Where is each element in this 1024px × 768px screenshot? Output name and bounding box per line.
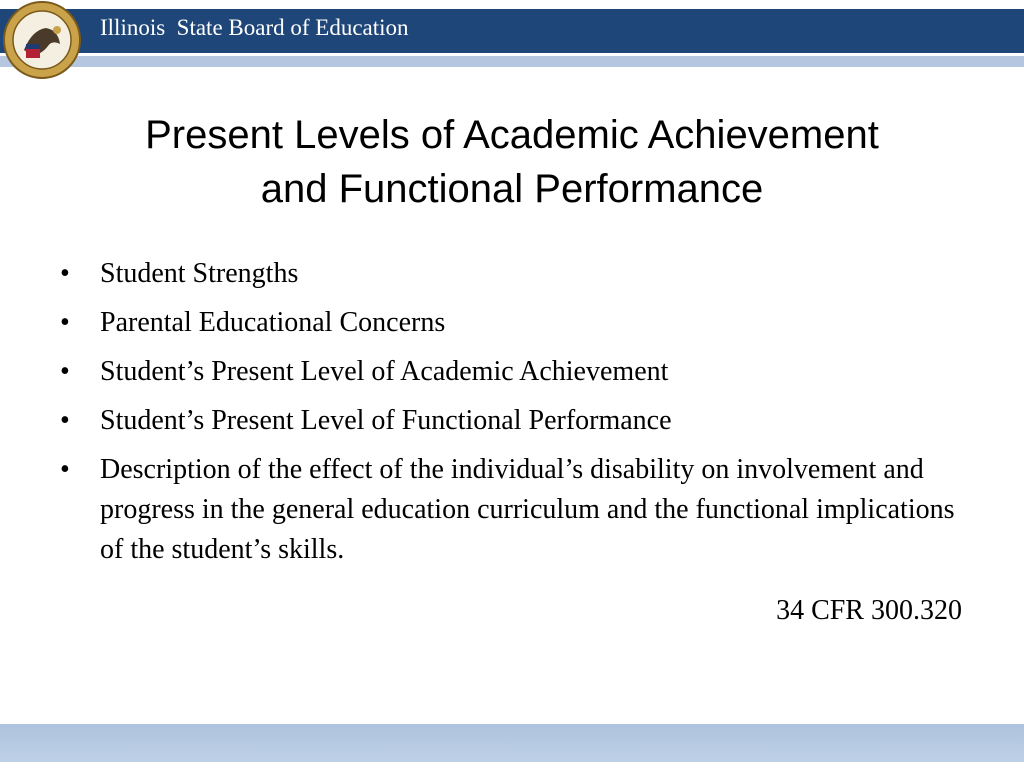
bullet-text: Description of the effect of the individual’s disability on involvement and progress in the general education curriculum and the functional implications of the student’s skills. (100, 454, 955, 565)
list-item (60, 401, 960, 441)
bullet-text: Student’s Present Level of Academic Achievement (100, 356, 669, 387)
footer-bar (0, 724, 1024, 762)
slide-title (40, 108, 984, 216)
org-name: Illinois State Board of Education (100, 15, 409, 40)
bullet-icon: • (60, 258, 70, 289)
bullet-text: Student’s Present Level of Functional Performance (100, 405, 672, 436)
list-item (60, 450, 960, 570)
slide-title-line-2: and Functional Performance (260, 167, 764, 211)
bullet-text: Parental Educational Concerns (100, 307, 446, 338)
bullet-text: Student Strengths (100, 258, 299, 289)
state-seal-logo (2, 0, 82, 80)
bullet-icon: • (60, 405, 70, 436)
bullet-icon: • (60, 356, 70, 387)
slide-title-line-1: Present Levels of Academic Achievement (145, 113, 879, 157)
bullet-icon: • (60, 454, 70, 485)
header-stripe (0, 56, 1024, 67)
list-item (60, 352, 960, 392)
citation: 34 CFR 300.320 (776, 595, 962, 626)
bullet-icon: • (60, 307, 70, 338)
list-item (60, 254, 960, 294)
bullet-list (60, 254, 960, 579)
list-item (60, 303, 960, 343)
